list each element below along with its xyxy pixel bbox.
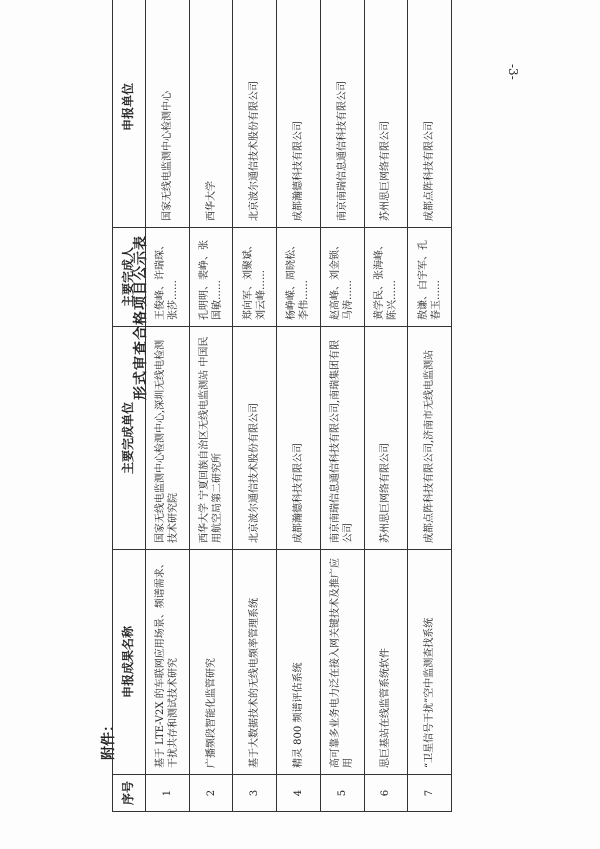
page-title: 形式审查合格项目公示表 bbox=[133, 235, 149, 400]
row-project-name: 精灵 800 频谱评估系统 bbox=[277, 550, 321, 775]
row-main-units: 成都点阵科技有限公司,济南市无线电监测站 bbox=[408, 327, 452, 550]
row-index: 4 bbox=[277, 775, 321, 812]
row-index: 7 bbox=[408, 775, 452, 812]
header-main-people: 主要完成人 bbox=[113, 228, 146, 327]
row-main-units: 苏州思巨网络有限公司 bbox=[364, 327, 408, 550]
header-index: 序号 bbox=[113, 775, 146, 812]
header-main-units: 主要完成单位 bbox=[113, 327, 146, 550]
row-project-name: 基于大数据技术的无线电频率管理系统 bbox=[233, 550, 277, 775]
row-project-name: 广播频段智能化监管研究 bbox=[189, 550, 233, 775]
row-applicant: 成都瀚德科技有限公司 bbox=[277, 0, 321, 228]
row-applicant: 成都点阵科技有限公司 bbox=[408, 0, 452, 228]
row-applicant: 国家无线电监测中心检测中心 bbox=[146, 0, 190, 228]
table-row bbox=[233, 0, 277, 812]
table-row bbox=[364, 0, 408, 812]
row-project-name: 高可靠多业务电力泛在接入网关键技术及推广应用 bbox=[320, 550, 364, 775]
row-main-units: 北京波尔通信技术股份有限公司 bbox=[233, 327, 277, 550]
row-main-people: 黄学民、张海峰、陈兴…… bbox=[364, 228, 408, 327]
row-main-people: 赵高峰、刘金锁、马涛…… bbox=[320, 228, 364, 327]
table-row bbox=[320, 0, 364, 812]
row-project-name: 思巨基站在线监管系统软件 bbox=[364, 550, 408, 775]
row-main-people: 孔明明、裴峥、张国敏…… bbox=[189, 228, 233, 327]
row-index: 2 bbox=[189, 775, 233, 812]
table-row bbox=[189, 0, 233, 812]
row-project-name: 基于 LTE-V2X 的车联网应用场景、频谱需求、干扰共存和测试技术研究 bbox=[146, 550, 190, 775]
table-header-row bbox=[113, 0, 146, 812]
header-applicant: 申报单位 bbox=[113, 0, 146, 228]
row-applicant: 南京南瑞信息通信科技有限公司 bbox=[320, 0, 364, 228]
row-main-people: 杨峥嵘、周晓松、李伟…… bbox=[277, 228, 321, 327]
row-applicant: 西华大学 bbox=[189, 0, 233, 228]
row-main-people: 敖谦、白宇军、孔春玉…… bbox=[408, 228, 452, 327]
table-row bbox=[408, 0, 452, 812]
project-table bbox=[112, 0, 452, 812]
row-index: 1 bbox=[146, 775, 190, 812]
row-main-units: 成都瀚德科技有限公司 bbox=[277, 327, 321, 550]
attachment-label: 附件： bbox=[101, 718, 117, 760]
header-project-name: 申报成果名称 bbox=[113, 550, 146, 775]
row-index: 3 bbox=[233, 775, 277, 812]
row-project-name: “卫星信号干扰”空中监测查找系统 bbox=[408, 550, 452, 775]
row-main-units: 南京南瑞信息通信科技有限公司,南瑞集团有限公司 bbox=[320, 327, 364, 550]
table-row bbox=[146, 0, 190, 812]
row-main-people: 王俊峰、许瑞琛、张莎…… bbox=[146, 228, 190, 327]
row-index: 6 bbox=[364, 775, 408, 812]
row-applicant: 苏州思巨网络有限公司 bbox=[364, 0, 408, 228]
row-applicant: 北京波尔通信技术股份有限公司 bbox=[233, 0, 277, 228]
project-table-container bbox=[112, 52, 452, 812]
row-main-units: 西华大学 宁夏回族自治区无线电监测站 中国民用航空局第二研究所 bbox=[189, 327, 233, 550]
row-index: 5 bbox=[320, 775, 364, 812]
row-main-people: 郑向军、刘聚斌、刘云峰…… bbox=[233, 228, 277, 327]
table-row bbox=[277, 0, 321, 812]
page-number: -3- bbox=[506, 64, 520, 80]
row-main-units: 国家无线电监测中心检测中心,深圳无线电检测技术研究院 bbox=[146, 327, 190, 550]
